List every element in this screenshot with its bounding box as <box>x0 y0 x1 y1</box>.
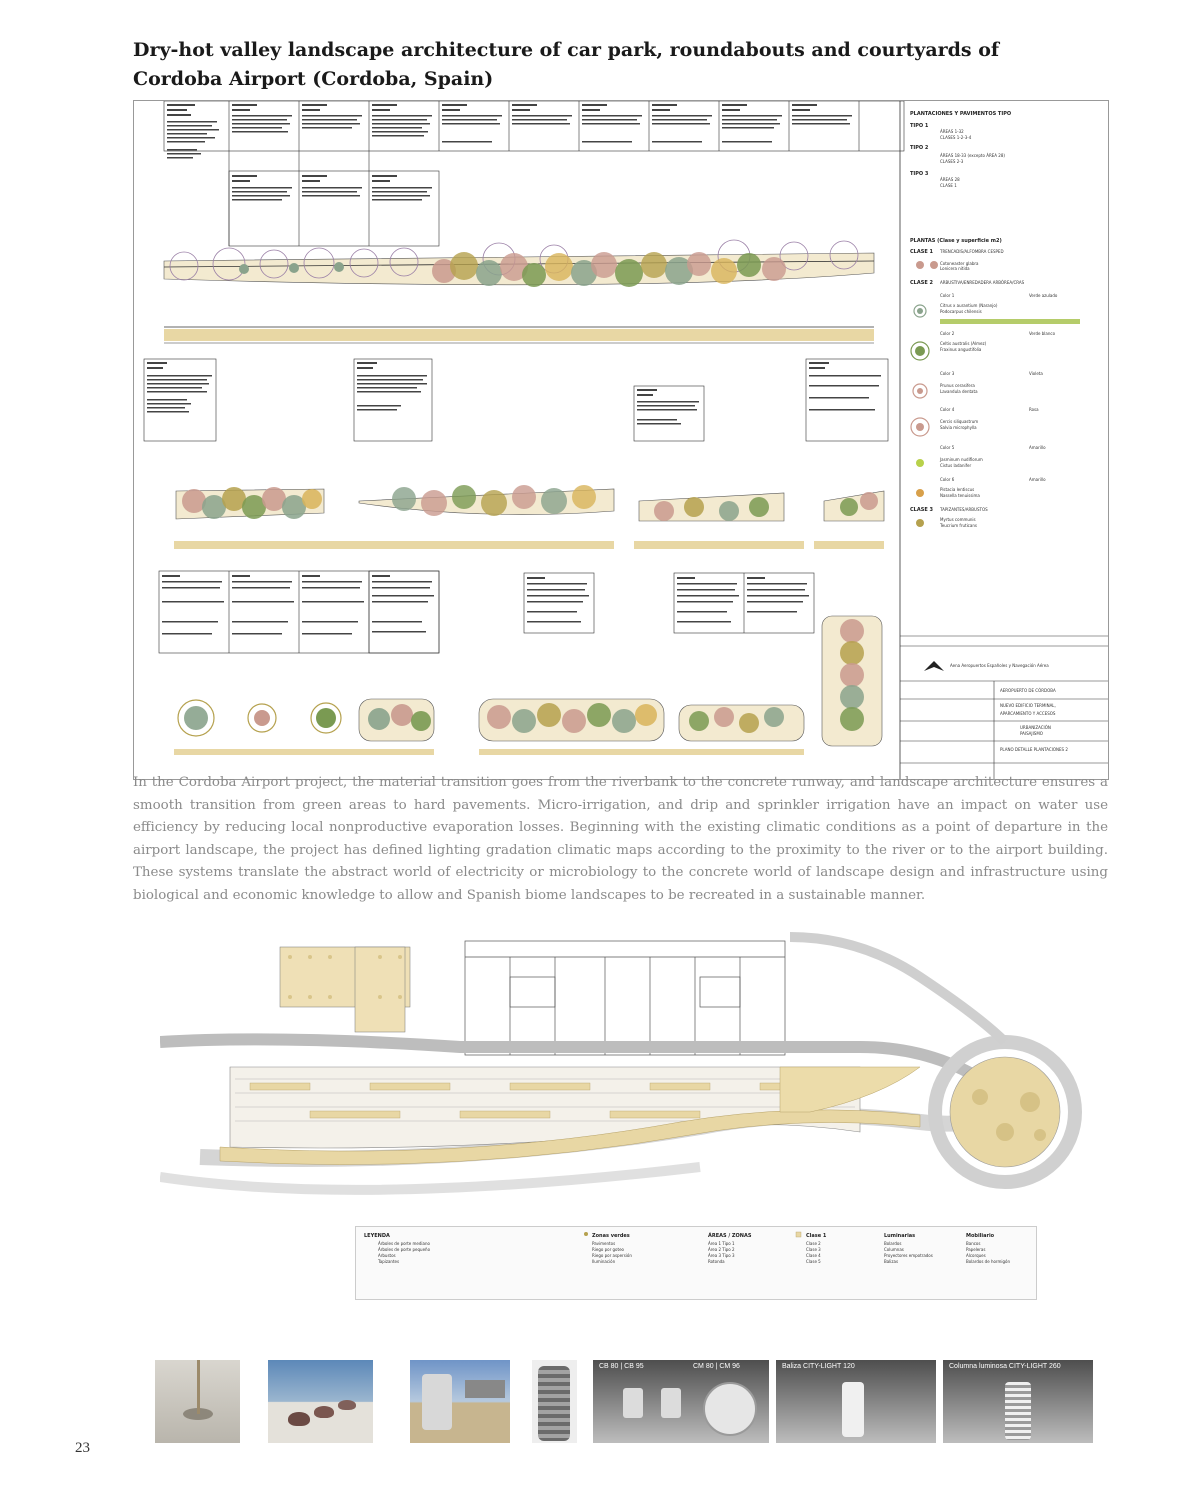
tipo-text: ÁREAS 18-33 (excepto ÁREA 28) <box>940 153 1005 158</box>
color-name: Violeta <box>1029 371 1043 376</box>
client-text: Aena Aeropuertos Españoles y Navegación Aérea <box>950 663 1049 668</box>
product-label: Baliza CITY-LIGHT 120 <box>782 1363 855 1370</box>
drawing-title-text: PLANO DETALLE PLANTACIONES 2 <box>1000 747 1068 752</box>
color-label: Color 2 <box>940 331 955 336</box>
schedule-text-top <box>167 104 852 201</box>
product-photos <box>155 1340 1095 1450</box>
project-text: NUEVO EDIFICIO TERMINAL, <box>1000 703 1056 708</box>
clase-text: TRENCADIS/ALFOMBRA CESPED <box>940 249 1004 254</box>
product-photo <box>943 1360 1093 1443</box>
legend-item: Columnas <box>884 1247 904 1252</box>
color-name: Rosa <box>1029 407 1039 412</box>
legend-heading: Mobiliario <box>966 1233 995 1239</box>
site-legend <box>355 1226 1037 1300</box>
legend-item: Riego por goteo <box>592 1247 624 1252</box>
schedule-tables-middle <box>144 359 888 441</box>
legend-item: Bolardos de hormigón <box>966 1259 1011 1264</box>
bottom-row-plans <box>174 616 882 755</box>
project-text: PAISAJISMO <box>1020 731 1043 736</box>
tipo-label: TIPO 1 <box>910 123 929 129</box>
courtyards <box>280 947 410 1032</box>
species-text: Salvia microphylla <box>940 425 977 430</box>
legend-item: Alcorques <box>966 1253 986 1258</box>
legend-block <box>884 1233 933 1264</box>
legend-item: Tapizantes <box>378 1259 400 1264</box>
swatch <box>930 261 938 269</box>
north-arrow-icon <box>924 661 944 671</box>
tipo-label: TIPO 3 <box>910 171 929 177</box>
site-legend-svg <box>356 1227 1036 1299</box>
site-plan <box>160 917 1090 1217</box>
legend-item: Bancos <box>966 1241 981 1246</box>
schedule-tables-top <box>164 101 904 246</box>
legend-heading: Clase 1 <box>806 1233 827 1239</box>
color-label: Color 4 <box>940 407 955 412</box>
legend-item: Área 1 Tipo 1 <box>708 1241 735 1246</box>
legend-item: Árboles de porte mediano <box>378 1241 430 1246</box>
project-text: APARCAMIENTO Y ACCESOS <box>1000 711 1056 716</box>
species-text: Cercis siliquastrum <box>940 419 979 424</box>
planting-detail-drawing <box>133 100 1109 780</box>
project-text: URBANIZACIÓN <box>1020 725 1051 730</box>
species-text: Celtis australis (Almez) <box>940 341 987 346</box>
species-text: Cotoneaster glabra <box>940 261 979 266</box>
legend-heading: Luminarias <box>884 1233 916 1239</box>
species-text: Prunus cerasifera <box>940 383 975 388</box>
legend-block <box>584 1232 632 1264</box>
legend-item: Proyectores empotrados <box>884 1253 933 1258</box>
legend-heading: Zonas verdes <box>592 1233 630 1239</box>
site-plan-svg <box>160 917 1090 1217</box>
legend-panel <box>900 101 1108 779</box>
concrete-bollards-photo <box>268 1360 373 1443</box>
tipo-text: CLASES 2-3 <box>940 159 964 164</box>
tipo-text: CLASE 1 <box>940 183 957 188</box>
swatch <box>916 261 924 269</box>
legend-item: Papeleras <box>966 1247 986 1252</box>
swatch-bar <box>940 319 1080 324</box>
tipo-label: TIPO 2 <box>910 145 929 151</box>
color-name: Amarillo <box>1029 445 1046 450</box>
product-photo <box>687 1360 769 1443</box>
legend-item: Iluminación <box>592 1259 616 1264</box>
species-text: Pistacia lentiscus <box>940 487 975 492</box>
legend-item: Arbustos <box>378 1253 396 1258</box>
product-label: CB 80 | CB 95 <box>599 1363 644 1370</box>
schedule-text-lower <box>162 575 809 635</box>
legend-item: Pavimentos <box>592 1241 616 1246</box>
legend-item: Área 2 Tipo 2 <box>708 1247 735 1252</box>
species-text: Podocarpus chilensis <box>940 309 982 314</box>
clase-label: CLASE 1 <box>910 249 933 255</box>
color-label: Color 6 <box>940 477 955 482</box>
color-label: Color 3 <box>940 371 955 376</box>
bench-photo <box>410 1360 510 1443</box>
species-text: Teucrium fruticans <box>940 523 977 528</box>
tipo-text: ÁREAS 1-32 <box>940 129 964 134</box>
legend-block <box>966 1233 1010 1264</box>
color-name: Verde azulado <box>1029 293 1058 298</box>
species-text: Lonicera nitida <box>940 266 970 271</box>
page-number: 23 <box>75 1440 90 1456</box>
legend-block <box>796 1232 827 1264</box>
tipo-text: CLASES 1-2-3-4 <box>940 135 972 140</box>
schedule-text-middle <box>147 362 881 425</box>
plantas-title: PLANTAS (Clase y superficie m2) <box>910 238 1002 244</box>
body-paragraph: In the Cordoba Airport project, the material transition goes from the riverbank to the concrete runway, and landscape architecture ensures a smooth transition from green areas to hard pavements. Micro-irrigation, and drip and sprinkler irrigation have an impact on water use efficiency by reducing local nonproductive evaporation losses. Beginning with the existing climatic conditions as a point of departure in the airport landscape, the project has defined lighting gradation climatic maps according to the proximity to the river or to the airport building. These systems translate the abstract world of electricity or microbiology to the concrete world of landscape design and infrastructure using biological and economic knowledge to allow and Spanish biome landscapes to be recreated in a sustainable manner. <box>133 775 1108 903</box>
legend-item: Clase 4 <box>806 1253 821 1258</box>
terminal-building <box>465 941 785 1055</box>
clase-text: TAPIZANTES/ARBUSTOS <box>940 507 988 512</box>
legend-item: Área 3 Tipo 3 <box>708 1253 735 1258</box>
legend-item: Clase 5 <box>806 1259 821 1264</box>
legend-title: PLANTACIONES Y PAVIMENTOS TIPO <box>910 111 1012 117</box>
species-text: Lavandula dentata <box>940 389 978 394</box>
legend-block <box>708 1232 752 1264</box>
species-text: Jasminum nudiflorum <box>940 457 983 462</box>
legend-item: Rotonda <box>708 1259 725 1264</box>
page-title: Dry-hot valley landscape architecture of car park, roundabouts and courtyards of Cordoba Airport (Cordoba, Spain) <box>133 39 1000 90</box>
legend-item: Balizas <box>884 1259 899 1264</box>
species-text: Cistus ladanifer <box>940 463 972 468</box>
tree-grate-photo <box>155 1360 240 1443</box>
roundabout <box>935 1042 1075 1182</box>
species-text: Fraxinus angustifolia <box>940 347 982 352</box>
color-name: Amarillo <box>1029 477 1046 482</box>
color-name: Verde blanco <box>1029 331 1056 336</box>
species-text: Citrus x aurantium (Naranjo) <box>940 303 998 308</box>
legend-heading: ÁREAS / ZONAS <box>708 1233 752 1239</box>
product-photo <box>776 1360 936 1443</box>
product-label: Columna luminosa CITY-LIGHT 260 <box>949 1363 1061 1370</box>
species-text: Nassella tenuissima <box>940 493 980 498</box>
bollard-light-photo <box>532 1360 577 1443</box>
product-label: CM 80 | CM 96 <box>693 1363 740 1370</box>
project-text: AEROPUERTO DE CÓRDOBA <box>1000 688 1056 693</box>
legend-heading: LEYENDA <box>364 1233 390 1239</box>
second-row-plans <box>174 485 884 549</box>
clase-label: CLASE 3 <box>910 507 933 513</box>
legend-block <box>364 1233 431 1264</box>
species-text: Myrtus communis <box>940 517 976 522</box>
legend-item: Árboles de porte pequeño <box>378 1247 431 1252</box>
legend-item: Riego por aspersión <box>592 1253 632 1258</box>
color-label: Color 1 <box>940 293 955 298</box>
legend-item: Clase 3 <box>806 1247 821 1252</box>
tipo-text: ÁREAS 28 <box>940 177 960 182</box>
clase-text: ARBUSTIVA/ENREDADERA ARBÓREA/CRAS <box>940 280 1025 285</box>
clase-label: CLASE 2 <box>910 280 933 286</box>
drawing-svg <box>134 101 1108 779</box>
parking-area <box>230 1067 860 1148</box>
color-label: Color 5 <box>940 445 955 450</box>
legend-item: Clase 2 <box>806 1241 821 1246</box>
long-strip-plan <box>164 240 874 343</box>
legend-item: Bolardos <box>884 1241 902 1246</box>
